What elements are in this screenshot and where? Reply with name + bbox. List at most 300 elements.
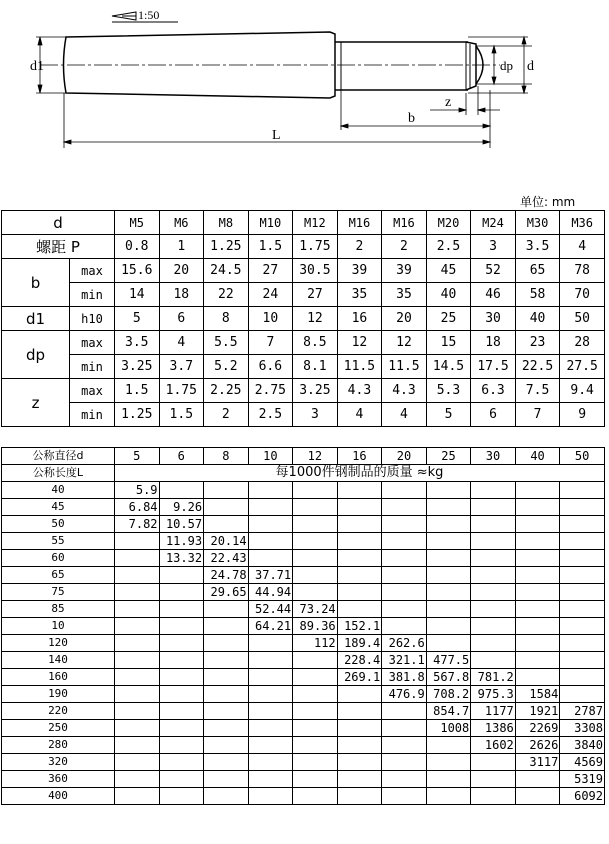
mass-cell: 152.1 [337,618,382,635]
dp-max-cell: 12 [382,331,427,355]
mass-cell [337,482,382,499]
mass-cell [560,533,605,550]
size-cell: M8 [204,211,249,235]
pitch-cell: 4 [560,235,605,259]
z-min-cell: 4 [337,403,382,427]
b-min-cell: 46 [471,283,516,307]
d1-cell: 20 [382,307,427,331]
mass-cell [248,754,293,771]
mass-cell: 44.94 [248,584,293,601]
pitch-cell: 1.5 [248,235,293,259]
mass-row [2,720,605,737]
mass-cell [426,754,471,771]
mass-cell [248,703,293,720]
mass-cell: 2269 [515,720,560,737]
min-label: min [70,283,115,307]
mass-row [2,669,605,686]
nominal-diameter-cell: 8 [204,448,249,465]
mass-cell [382,482,427,499]
mass-cell [204,754,249,771]
min-label: min [70,355,115,379]
unit-label: 单位: mm [520,195,576,209]
mass-cell [159,686,204,703]
d1-cell: 6 [159,307,204,331]
mass-cell [515,652,560,669]
mass-cell [337,567,382,584]
size-cell: M20 [426,211,471,235]
nominal-diameter-cell: 5 [115,448,160,465]
mass-cell [159,618,204,635]
mass-cell [471,550,516,567]
dimension-table [1,210,605,427]
mass-cell: 1921 [515,703,560,720]
mass-cell [159,788,204,805]
mass-cell [337,516,382,533]
dp-max-cell: 7 [248,331,293,355]
z-dim-label: z [445,95,452,110]
mass-cell [115,771,160,788]
mass-cell [471,516,516,533]
mass-cell [560,601,605,618]
b-dimension [341,90,490,148]
mass-cell: 29.65 [204,584,249,601]
b-min-cell: 22 [204,283,249,307]
mass-cell [248,669,293,686]
mass-cell [115,788,160,805]
length-cell: 250 [2,720,115,737]
b-max-cell: 65 [515,259,560,283]
mass-cell [115,618,160,635]
mass-cell [293,686,338,703]
mass-cell [426,516,471,533]
mass-cell [115,720,160,737]
mass-row [2,601,605,618]
mass-cell [515,788,560,805]
mass-cell [471,771,516,788]
mass-row [2,482,605,499]
mass-cell [515,771,560,788]
z-min-cell: 3 [293,403,338,427]
b-max-cell: 30.5 [293,259,338,283]
mass-cell: 4569 [560,754,605,771]
mass-row [2,584,605,601]
mass-cell [382,584,427,601]
dp-min-cell: 3.25 [115,355,160,379]
dp-min-cell: 11.5 [337,355,382,379]
length-cell: 65 [2,567,115,584]
length-cell: 10 [2,618,115,635]
size-cell: M5 [115,211,160,235]
taper-ratio-label: 1:50 [138,8,160,22]
mass-cell [159,703,204,720]
mass-cell: 24.78 [204,567,249,584]
max-label: max [70,331,115,355]
mass-cell [515,584,560,601]
mass-cell: 6092 [560,788,605,805]
dp-min-cell: 3.7 [159,355,204,379]
mass-cell [159,601,204,618]
mass-cell [471,567,516,584]
z-max-cell: 3.25 [293,379,338,403]
mass-cell: 73.24 [293,601,338,618]
mass-cell [560,584,605,601]
mass-cell [426,533,471,550]
mass-cell [382,516,427,533]
d1-cell: 8 [204,307,249,331]
mass-cell [382,550,427,567]
mass-cell [248,737,293,754]
mass-cell: 477.5 [426,652,471,669]
mass-cell [159,482,204,499]
b-dim-label: b [408,111,415,126]
dp-max-cell: 28 [560,331,605,355]
mass-cell: 112 [293,635,338,652]
d1-cell: 16 [337,307,382,331]
mass-cell: 708.2 [426,686,471,703]
d1-cell: 25 [426,307,471,331]
mass-cell [337,550,382,567]
mass-row [2,771,605,788]
pitch-cell: 1 [159,235,204,259]
b-min-cell: 18 [159,283,204,307]
mass-cell [382,567,427,584]
mass-cell [293,771,338,788]
mass-cell [204,516,249,533]
max-label: max [70,259,115,283]
mass-cell [382,618,427,635]
mass-cell [248,635,293,652]
z-max-row [2,379,605,403]
mass-cell [204,482,249,499]
pitch-row [2,235,605,259]
mass-cell [159,737,204,754]
z-max-cell: 4.3 [337,379,382,403]
mass-cell [471,652,516,669]
mass-cell [248,771,293,788]
mass-cell [159,720,204,737]
mass-cell [560,669,605,686]
d1-header: d1 [2,307,70,331]
b-min-cell: 35 [337,283,382,307]
dp-max-cell: 4 [159,331,204,355]
mass-cell [293,499,338,516]
b-max-cell: 39 [337,259,382,283]
dp-max-cell: 8.5 [293,331,338,355]
mass-row [2,652,605,669]
mass-cell [159,754,204,771]
mass-cell [115,567,160,584]
dp-max-cell: 3.5 [115,331,160,355]
mass-cell: 228.4 [337,652,382,669]
size-cell: M16 [337,211,382,235]
b-header: b [2,259,70,307]
z-min-cell: 4 [382,403,427,427]
nominal-diameter-cell: 25 [426,448,471,465]
mass-cell [337,584,382,601]
mass-cell [293,754,338,771]
dp-max-cell: 15 [426,331,471,355]
mass-cell [471,618,516,635]
dp-max-row [2,331,605,355]
mass-cell [560,516,605,533]
mass-cell [426,584,471,601]
nominal-diameter-cell: 6 [159,448,204,465]
mass-cell [248,720,293,737]
mass-cell [471,754,516,771]
pitch-cell: 3 [471,235,516,259]
dp-min-cell: 22.5 [515,355,560,379]
max-label: max [70,379,115,403]
mass-cell: 10.57 [159,516,204,533]
mass-cell [515,516,560,533]
mass-cell [204,771,249,788]
mass-cell [337,533,382,550]
mass-cell [248,499,293,516]
mass-cell: 1584 [515,686,560,703]
mass-cell [293,584,338,601]
dp-max-cell: 12 [337,331,382,355]
mass-cell [426,550,471,567]
mass-cell [337,499,382,516]
b-max-cell: 24.5 [204,259,249,283]
mass-cell: 1008 [426,720,471,737]
dp-min-cell: 27.5 [560,355,605,379]
min-label: min [70,403,115,427]
d1-cell: 12 [293,307,338,331]
mass-cell [115,601,160,618]
mass-cell [337,720,382,737]
mass-cell: 52.44 [248,601,293,618]
mass-cell: 13.32 [159,550,204,567]
d1-cell: 30 [471,307,516,331]
mass-cell [204,788,249,805]
mass-cell [115,686,160,703]
mass-row [2,788,605,805]
z-min-cell: 1.5 [159,403,204,427]
mass-cell [337,601,382,618]
mass-cell: 7.82 [115,516,160,533]
b-max-cell: 52 [471,259,516,283]
mass-cell [560,499,605,516]
d1-cell: 5 [115,307,160,331]
b-min-cell: 35 [382,283,427,307]
z-min-cell: 6 [471,403,516,427]
b-min-cell: 24 [248,283,293,307]
z-max-cell: 5.3 [426,379,471,403]
mass-cell [293,516,338,533]
mass-cell: 1386 [471,720,516,737]
pitch-cell: 3.5 [515,235,560,259]
z-max-cell: 6.3 [471,379,516,403]
dp-min-cell: 8.1 [293,355,338,379]
mass-cell [382,720,427,737]
mass-cell [248,516,293,533]
size-row [2,211,605,235]
mass-row [2,533,605,550]
mass-cell [471,788,516,805]
size-cell: M36 [560,211,605,235]
mass-cell [115,652,160,669]
b-min-cell: 58 [515,283,560,307]
dp-min-cell: 17.5 [471,355,516,379]
b-min-cell: 27 [293,283,338,307]
mass-cell [426,499,471,516]
mass-cell [204,635,249,652]
d1-dim-label: d1 [30,59,44,74]
mass-cell [248,686,293,703]
mass-cell: 20.14 [204,533,249,550]
size-cell: M12 [293,211,338,235]
mass-cell: 3840 [560,737,605,754]
dp-min-cell: 11.5 [382,355,427,379]
z-min-cell: 9 [560,403,605,427]
mass-cell [382,754,427,771]
d1-cell: 40 [515,307,560,331]
mass-cell [426,601,471,618]
mass-per-1000-label: 每1000件钢制品的质量 ≈kg [115,465,605,482]
mass-cell [382,703,427,720]
mass-cell [560,618,605,635]
mass-cell [115,635,160,652]
dp-min-row [2,355,605,379]
b-max-cell: 15.6 [115,259,160,283]
z-max-cell: 9.4 [560,379,605,403]
mass-cell: 321.1 [382,652,427,669]
mass-cell [471,584,516,601]
length-cell: 140 [2,652,115,669]
z-max-cell: 7.5 [515,379,560,403]
mass-cell [426,771,471,788]
b-min-cell: 70 [560,283,605,307]
mass-cell [515,482,560,499]
dp-min-cell: 14.5 [426,355,471,379]
mass-cell [115,703,160,720]
z-max-cell: 1.75 [159,379,204,403]
dp-header: dp [2,331,70,379]
mass-cell [204,669,249,686]
mass-cell [337,686,382,703]
z-header: z [2,379,70,427]
nominal-diameter-row [2,448,605,465]
b-max-cell: 78 [560,259,605,283]
mass-cell: 6.84 [115,499,160,516]
pitch-cell: 1.75 [293,235,338,259]
size-cell: M30 [515,211,560,235]
mass-cell [159,669,204,686]
length-cell: 280 [2,737,115,754]
mass-cell [426,618,471,635]
b-max-row [2,259,605,283]
mass-cell [515,635,560,652]
mass-cell [159,567,204,584]
mass-cell [471,482,516,499]
z-min-cell: 2 [204,403,249,427]
mass-cell [560,482,605,499]
mass-cell [471,499,516,516]
d-header: d [2,211,115,235]
mass-cell [248,788,293,805]
d1-cell: 10 [248,307,293,331]
dp-max-cell: 23 [515,331,560,355]
dp-min-cell: 5.2 [204,355,249,379]
mass-cell [560,652,605,669]
mass-cell [471,601,516,618]
z-min-cell: 7 [515,403,560,427]
mass-cell [159,652,204,669]
z-max-cell: 4.3 [382,379,427,403]
mass-cell [293,788,338,805]
length-cell: 400 [2,788,115,805]
pitch-cell: 2 [382,235,427,259]
mass-cell [337,771,382,788]
mass-cell [115,533,160,550]
L-dim-label: L [272,128,281,143]
mass-cell [515,567,560,584]
nominal-diameter-label: 公称直径d [2,448,115,465]
b-max-cell: 27 [248,259,293,283]
z-min-cell: 1.25 [115,403,160,427]
mass-cell: 11.93 [159,533,204,550]
mass-cell [426,788,471,805]
mass-cell [115,669,160,686]
mass-cell: 476.9 [382,686,427,703]
taper-pin-drawing [0,0,609,190]
mass-cell [204,618,249,635]
mass-cell [515,550,560,567]
mass-row [2,618,605,635]
mass-cell [115,754,160,771]
mass-cell [426,635,471,652]
mass-cell [560,550,605,567]
mass-cell [515,669,560,686]
mass-cell [115,737,160,754]
mass-cell: 37.71 [248,567,293,584]
dp-min-cell: 6.6 [248,355,293,379]
mass-cell [115,584,160,601]
mass-cell [471,533,516,550]
mass-cell: 781.2 [471,669,516,686]
mass-cell [204,652,249,669]
mass-row [2,635,605,652]
mass-cell [293,720,338,737]
mass-cell [293,737,338,754]
mass-cell [293,550,338,567]
mass-cell: 2787 [560,703,605,720]
mass-cell [382,499,427,516]
mass-cell: 5.9 [115,482,160,499]
mass-cell [204,499,249,516]
length-cell: 55 [2,533,115,550]
mass-cell [159,584,204,601]
mass-cell: 3308 [560,720,605,737]
nominal-diameter-cell: 40 [515,448,560,465]
nominal-diameter-cell: 20 [382,448,427,465]
mass-row [2,516,605,533]
mass-cell: 381.8 [382,669,427,686]
mass-cell [426,482,471,499]
mass-cell [293,669,338,686]
mass-cell: 22.43 [204,550,249,567]
mass-cell: 89.36 [293,618,338,635]
mass-cell: 189.4 [337,635,382,652]
b-max-cell: 20 [159,259,204,283]
mass-cell [293,533,338,550]
d-dim-label: d [527,59,534,74]
z-min-row [2,403,605,427]
mass-cell [248,550,293,567]
mass-cell: 975.3 [471,686,516,703]
mass-cell [382,771,427,788]
